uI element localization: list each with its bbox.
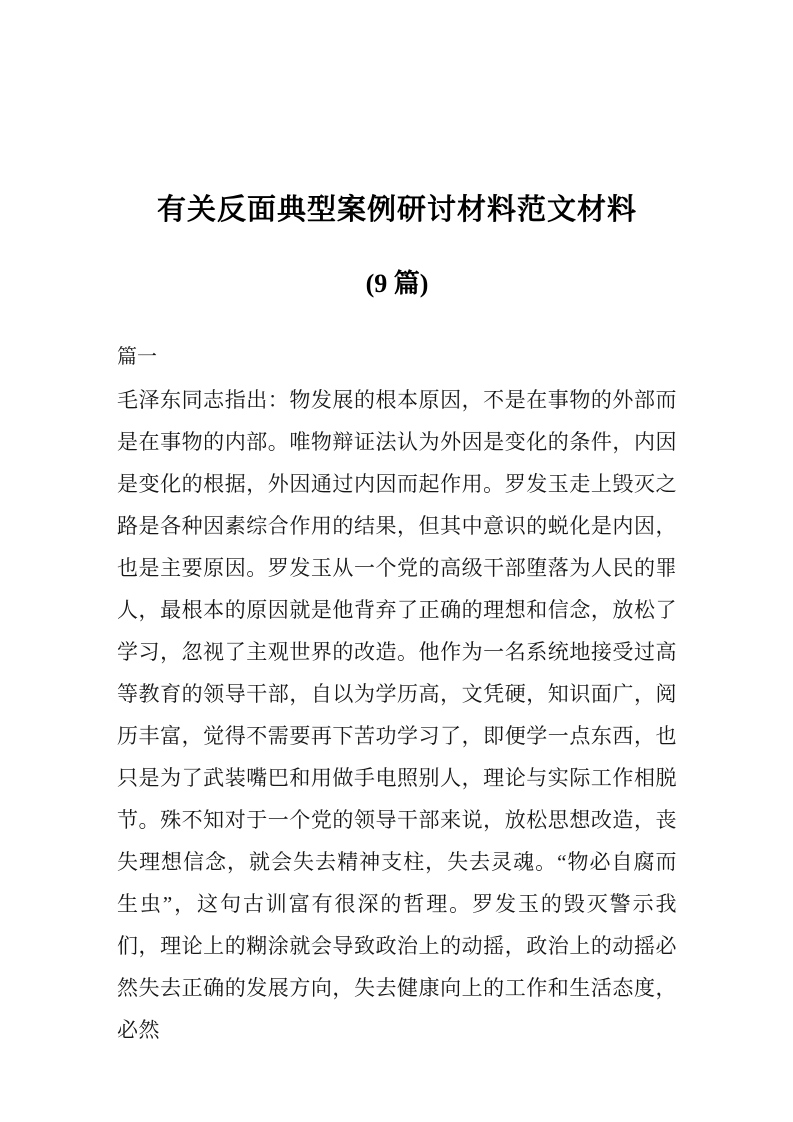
document-content bbox=[117, 0, 677, 1051]
document-subtitle: (9 篇) bbox=[365, 269, 429, 298]
section-heading: 篇一 bbox=[117, 346, 157, 368]
body-paragraph: 毛泽东同志指出：物发展的根本原因，不是在事物的外部而是在事物的内部。唯物辩证法认为外因是变化的条件，内因是变化的根据，外因通过内因而起作用。罗发玉走上毁灭之路是各种因素综合作用的结果，但其中意识的蜕化是内因，也是主要原因。罗发玉从一个党的高级干部堕落为人民的罪人，最根本的原因就是他背弃了正确的理想和信念，放松了学习，忽视了主观世界的改造。他作为一名系统地接受过高等教育的领导干部，自以为学历高，文凭硬，知识面广，阅历丰富，觉得不需要再下苦功学习了，即便学一点东西，也只是为了武装嘴巴和用做手电照别人，理论与实际工作相脱节。殊不知对于一个党的领导干部来说，放松思想改造，丧失理想信念，就会失去精神支柱，失去灵魂。“物必自腐而生虫”，这句古训富有很深的哲理。罗发玉的毁灭警示我们，理论上的糊涂就会导致政治上的动摇，政治上的动摇必然失去正确的发展方向，失去健康向上的工作和生活态度，必然 bbox=[117, 388, 677, 1042]
document-title: 有关反面典型案例研讨材料范文材料 bbox=[156, 194, 637, 226]
